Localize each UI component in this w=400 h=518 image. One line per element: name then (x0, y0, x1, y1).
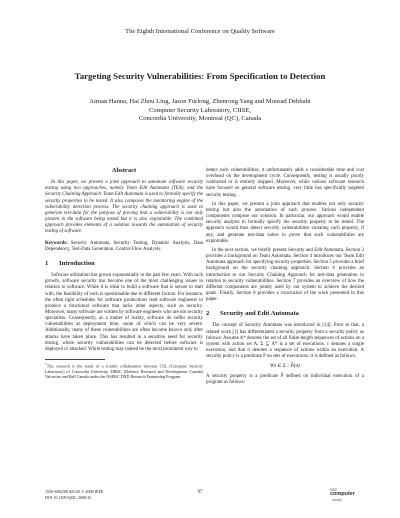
section-1-title: Introduction (59, 259, 95, 267)
section-2-paragraph-2: A security property is a predicate P̂ defined on individual execution of a program as follows: (206, 373, 364, 385)
section-1-number: 1 (45, 259, 49, 267)
footer-isbn: 1550-6002/08 $25.00 © 2008 IEEE (45, 489, 104, 494)
logo-line-3: society (332, 497, 342, 502)
section-2-heading (206, 311, 364, 317)
section-2-paragraph-1: The concept of Security Automata was introduced in [14]. Prior to that, a related work [1] has differentiated a security property from a security policy as follows: Assume A* denotes the set of all finite-length sequences of actions on a system with action set A, Σ ⊆ A* is a set of executions, ε denotes a single execution, and that σ denotes a sequence of actions within an execution. A security policy is a predicate P on sets of executions; it is defined as follows: (206, 323, 364, 360)
footnote-text: This research is the result of a fruitful collaboration between CSL (Computer Security Laboratory) of Concordia University, DRDC (Defence Research and Development Canada) Valcartier and Bell Canada under the NSERC DND Research Partnership Program. (45, 363, 203, 379)
keywords (45, 241, 203, 253)
logo-line-2: computer (330, 491, 355, 497)
page-number: 97 (197, 490, 203, 495)
security-policy-formula: ∀σ ∈ Σ : P̂(σ) (270, 363, 300, 370)
author-names: Aiman Hanna, Hai Zhou Ling, Jason Furlong, Zhenrong Yang and Mourad Debbabi (89, 98, 311, 105)
body-paragraph-1: detect such vulnerabilities, it unfortunately adds a considerable time and cost overhead on the development cycle. Consequently, testing is usually poorly conducted or is entirely skipped. Moreover, while various software research have focused on general software testing, very little has specifically targeted security testing. (206, 168, 364, 198)
section-2-number: 2 (206, 310, 210, 318)
right-column (206, 168, 364, 389)
conference-header: The Eighth International Conference on Quality Software (125, 28, 275, 35)
abstract-heading: Abstract (111, 167, 137, 174)
intro-paragraph: Software utilization has grown exponentially in the past few years. With such growth, software security has become one of the most challenging issues in relation to software. While it is ideal to build a software that is secure to start with, the feasibility of such is questionable due to different factors. For instance, the often tight schedules for software productions lead software engineers to produce a functional software that lacks other aspects, such as security. Moreover, many software are written by software engineers who are not security specialists. Consequently, as a matter of reality, software do suffer security vulnerabilities at deployment time, some of which can be very severe. Additionally, many of these vulnerabilities are often become known only after attacks have taken place. This has resulted in a sensitive need for security testing, where security vulnerabilities can be detected before software is deployed or attacked. While testing may indeed be the most prominent way to (45, 273, 203, 352)
ieee-computer-society-logo (330, 488, 364, 502)
left-column (45, 168, 203, 379)
abstract-text: In this paper, we present a joint approach to automate software security testing using two approaches, namely Team Edit Automata (TEA), and the Security Chaining Approach. Team Edit Automata is used to formally specify the security properties to be tested. It also composes the monitoring engine of the vulnerability detection process. The security chaining approach is used to generate test-data for the purpose of proving that a vulnerability is not only present in the software being tested but it is also exploitable. The combined approach provides elements of a solution towards the automation of security testing of software. (45, 180, 203, 235)
author-affiliation: Concordia University, Montreal (QC), Canada (138, 115, 262, 123)
footnote-divider (45, 359, 105, 360)
section-2-title: Security and Edit Automata (220, 310, 299, 318)
section-1-heading (45, 261, 203, 267)
author-block (0, 98, 400, 124)
footnote (45, 362, 203, 379)
body-paragraph-3: In the next section, we briefly present Security and Edit Automata. Section 3 provides a background on Team Automata. Section 4 introduces our Team Edit Automata approach for specifying security properties. Section 5 provides a brief background on the security chaining approach. Section 6 provides an introduction to our Security Chaining Approach for test-data generation in relation to security vulnerabilities. Section 7 provides an overview of how the different components are jointly used by our system to achieve the desired goals. Finally, Section 8 provides a conclusion of the work presented in this paper. (206, 247, 364, 303)
keywords-text: Security Automata, Security Testing, Dynamic Analysis, Data Dependency, Test-Data Generation, Control Flow Analysis. (45, 240, 203, 252)
author-lab: Computer Security Laboratory, CIISE, (149, 106, 251, 114)
keywords-label: Keywords: (45, 240, 68, 246)
body-paragraph-2: In this paper, we present a joint approach that enables not only security testing but also the automation of such process. Various independent components compose our solution. In particular, our approach would enable security analysts to formally specify the security property to be tested. The approach would then detect security vulnerabilities violating such property, if any, and generate test-data suites to prove that such vulnerabilities are exploitable. (206, 201, 364, 244)
footnote-marker: * (45, 362, 47, 367)
logo-line-1: IEEE (330, 488, 338, 492)
footer-doi: DOI 10.1109/QSIC.2008.35 (45, 494, 92, 500)
paper-title: Targeting Security Vulnerabilities: From Specification to Detection (74, 71, 326, 81)
